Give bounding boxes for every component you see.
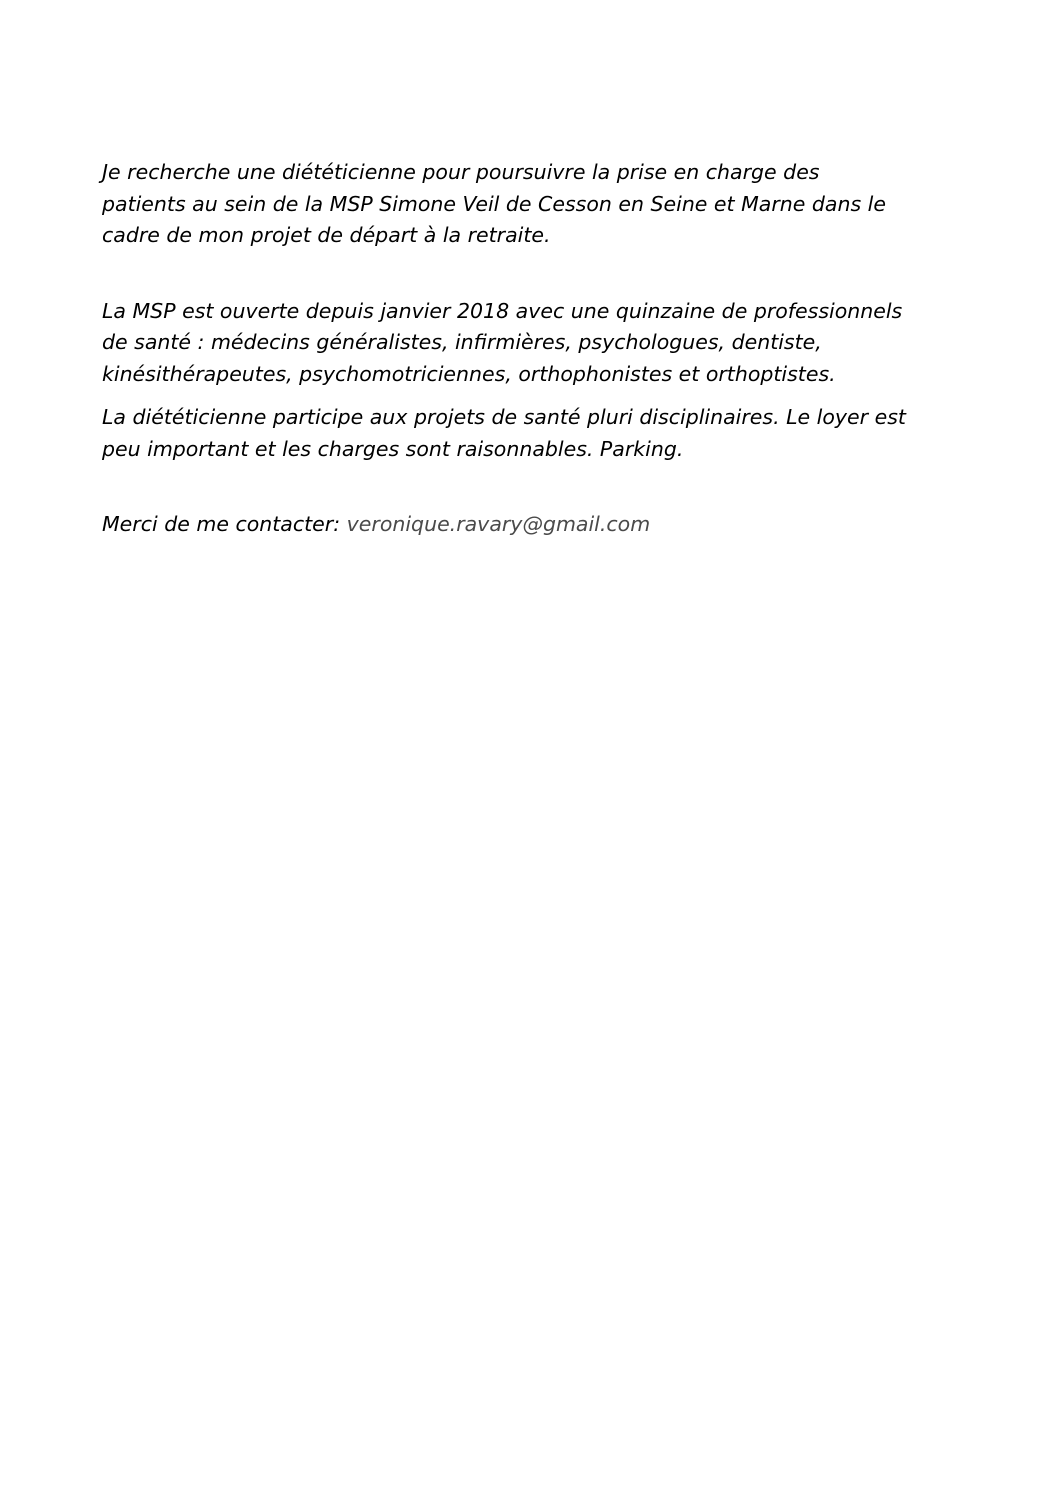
contact-line: [102, 509, 982, 541]
paragraph-intro: [102, 157, 982, 252]
text-line: La diététicienne participe aux projets de santé pluri disciplinaires. Le loyer est: [102, 405, 906, 429]
paragraph-spacer: [102, 252, 982, 296]
text-line: peu important et les charges sont raisonnables. Parking.: [102, 436, 684, 461]
paragraph-spacer: [102, 465, 982, 509]
text-line: de santé : médecins généralistes, infirmières, psychologues, dentiste,: [102, 330, 822, 354]
document-body: [102, 157, 982, 541]
paragraph-msp-description: [102, 296, 982, 391]
paragraph-spacer: [102, 390, 982, 402]
text-line: Je recherche une diététicienne pour poursuivre la prise en charge des: [102, 160, 820, 184]
contact-label: Merci de me contacter:: [102, 512, 341, 536]
email-link[interactable]: veronique.ravary@gmail.com: [346, 512, 651, 536]
text-line: kinésithérapeutes, psychomotriciennes, orthophonistes et orthoptistes.: [102, 361, 836, 386]
text-line: patients au sein de la MSP Simone Veil de Cesson en Seine et Marne dans le: [102, 191, 886, 216]
paragraph-conditions: [102, 402, 982, 465]
text-line: cadre de mon projet de départ à la retraite.: [102, 223, 551, 247]
text-line: La MSP est ouverte depuis janvier 2018 avec une quinzaine de professionnels: [102, 298, 903, 323]
paragraph-contact: [102, 509, 982, 541]
